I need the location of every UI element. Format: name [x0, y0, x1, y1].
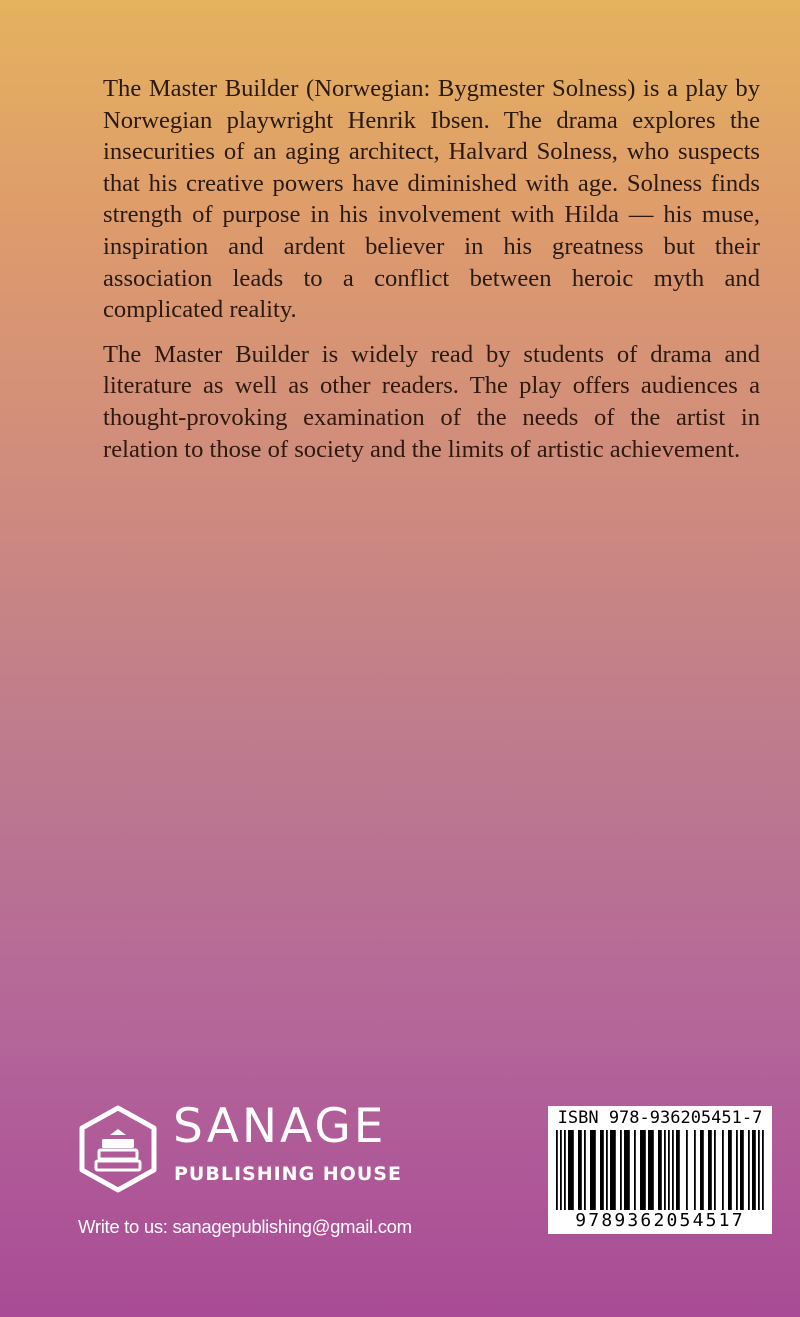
barcode-bar — [590, 1130, 596, 1210]
barcode-bar — [624, 1130, 630, 1210]
publisher-name: SANAGE — [173, 1099, 387, 1154]
barcode-bar — [564, 1130, 566, 1210]
barcode-bar — [740, 1130, 744, 1210]
barcode-bar — [758, 1130, 760, 1210]
barcode-bar — [640, 1130, 646, 1210]
barcode-bar — [648, 1130, 654, 1210]
contact-line: Write to us: sanagepublishing@gmail.com — [78, 1216, 412, 1237]
publisher-logo — [77, 1100, 417, 1200]
barcode-bar — [686, 1130, 688, 1210]
barcode-bar — [676, 1130, 680, 1210]
barcode-bar — [560, 1130, 562, 1210]
publisher-subtitle: PUBLISHING HOUSE — [174, 1163, 402, 1185]
book-blurb — [103, 73, 760, 478]
barcode-bar — [620, 1130, 622, 1210]
barcode-bar — [748, 1130, 750, 1210]
barcode-bar — [578, 1130, 582, 1210]
barcode-bar — [752, 1130, 756, 1210]
barcode-bar — [722, 1130, 724, 1210]
barcode-bar — [568, 1130, 574, 1210]
barcode-bar — [556, 1130, 558, 1210]
barcode-bar — [610, 1130, 616, 1210]
books-hexagon-icon — [77, 1105, 159, 1193]
barcode-bar — [606, 1130, 608, 1210]
isbn-digits: 9789362054517 — [575, 1210, 745, 1231]
barcode-bars — [556, 1130, 764, 1210]
barcode-bar — [664, 1130, 666, 1210]
barcode-bar — [694, 1130, 696, 1210]
isbn-label: ISBN 978-936205451-7 — [557, 1108, 763, 1128]
isbn-barcode — [548, 1106, 772, 1234]
barcode-bar — [658, 1130, 662, 1210]
barcode-bar — [708, 1130, 712, 1210]
barcode-bar — [672, 1130, 674, 1210]
blurb-paragraph-1: The Master Builder (Norwegian: Bygmester Solness) is a play by Norwegian playwright Henrik Ibsen. The drama explores the insecurities of an aging architect, Halvard Solness, who suspects that his creative powers have diminished with age. Solness finds strength of purpose in his involvement with Hilda — his muse, inspiration and ardent believer in his greatness but their association leads to a conflict between heroic myth and complicated reality. — [103, 75, 760, 324]
barcode-bar — [714, 1130, 716, 1210]
barcode-bar — [668, 1130, 670, 1210]
blurb-paragraph-2: The Master Builder is widely read by students of drama and literature as well as other readers. The play offers audiences a thought-provoking examination of the needs of the artist in relation to those of society and the limits of artistic achievement. — [103, 340, 760, 463]
barcode-bar — [634, 1130, 636, 1210]
barcode-bar — [600, 1130, 604, 1210]
barcode-bar — [700, 1130, 704, 1210]
barcode-bar — [736, 1130, 738, 1210]
barcode-bar — [584, 1130, 586, 1210]
barcode-bar — [762, 1130, 764, 1210]
barcode-bar — [728, 1130, 732, 1210]
